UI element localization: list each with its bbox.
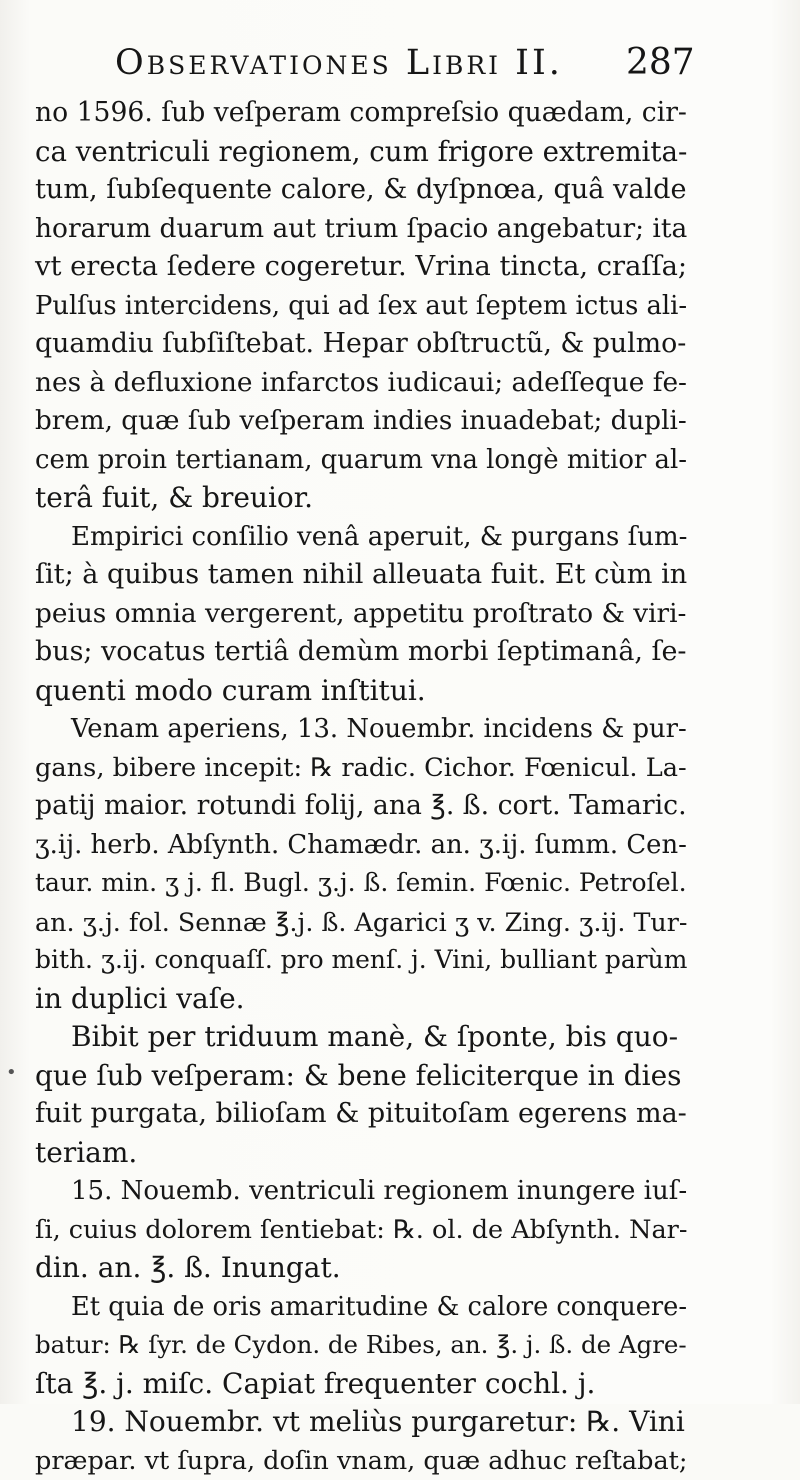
- text-line: præpar. vt ſupra, doſin vnam, quæ adhuc reſtabat;: [35, 1442, 687, 1480]
- page-number: 287: [626, 38, 695, 88]
- text-line: no 1596. ſub veſperam compreſsio quædam, cir-: [35, 94, 687, 133]
- text-line: taur. min. ʒ j. fl. Bugl. ʒ.j. ß. ſemin. Fœnic. Petroſel.: [35, 864, 687, 903]
- text-line: Pulſus intercidens, qui ad ſex aut ſeptem ictus ali-: [35, 287, 687, 326]
- text-line: bus; vocatus tertiâ demùm morbi ſeptimanâ, ſe-: [35, 633, 687, 672]
- paragraph-start-line: Et quia de oris amaritudine & calore conquere-: [35, 1288, 687, 1327]
- text-line: bith. ʒ.ij. conquaſſ. pro menſ. j. Vini, bulliant parùm: [35, 941, 687, 980]
- text-line: quamdiu ſubſiſtebat. Hepar obſtructũ, & pulmo-: [35, 325, 687, 364]
- text-line: terâ fuit, & breuior.: [35, 479, 687, 518]
- text-line: din. an. ℥. ß. Inungat.: [35, 1249, 687, 1288]
- margin-dot-mark: •: [6, 1062, 17, 1083]
- text-line: cem proin tertianam, quarum vna longè mitior al-: [35, 441, 687, 480]
- body-text: [35, 94, 687, 1480]
- text-line: teriam.: [35, 1134, 687, 1173]
- text-line: ſta ℥. j. miſc. Capiat frequenter cochl. j.: [35, 1365, 687, 1404]
- text-line: ca ventriculi regionem, cum frigore extremita-: [35, 133, 687, 172]
- text-line: ſit; à quibus tamen nihil alleuata fuit. Et cùm in: [35, 556, 687, 595]
- text-line: quenti modo curam inſtitui.: [35, 672, 687, 711]
- paragraph-start-line: Bibit per triduum manè, & ſponte, bis quo-: [35, 1018, 687, 1057]
- page-header: [0, 38, 800, 88]
- text-line: ſi, cuius dolorem ſentiebat: ℞. ol. de Abſynth. Nar-: [35, 1211, 687, 1250]
- paragraph-start-line: Empirici conſilio venâ aperuit, & purgans ſum-: [35, 518, 687, 557]
- paragraph-start-line: Venam aperiens, 13. Nouembr. incidens & pur-: [35, 710, 687, 749]
- text-line: vt erecta ſedere cogeretur. Vrina tincta, craſſa;: [35, 248, 687, 287]
- text-line: tum, ſubſequente calore, & dyſpnœa, quâ valde: [35, 171, 687, 210]
- text-line: in duplici vaſe.: [35, 980, 687, 1019]
- running-title: Observationes Libri II.: [115, 38, 563, 88]
- text-line: an. ʒ.j. fol. Sennæ ℥.j. ß. Agarici ʒ v. Zing. ʒ.ij. Tur-: [35, 903, 687, 942]
- paragraph-start-line: 15. Nouemb. ventriculi regionem inungere iuſ-: [35, 1172, 687, 1211]
- text-line: patij maior. rotundi folij, ana ℥. ß. cort. Tamaric.: [35, 787, 687, 826]
- text-line: nes à defluxione infarctos iudicaui; adeſſeque fe-: [35, 364, 687, 403]
- text-line: ʒ.ij. herb. Abſynth. Chamædr. an. ʒ.ij. ſumm. Cen-: [35, 826, 687, 865]
- text-line: brem, quæ ſub veſperam indies inuadebat; dupli-: [35, 402, 687, 441]
- paragraph-start-line: 19. Nouembr. vt meliùs purgaretur: ℞. Vini: [35, 1403, 687, 1442]
- text-line: batur: ℞ ſyr. de Cydon. de Ribes, an. ℥. j. ß. de Agre-: [35, 1326, 687, 1365]
- text-line: gans, bibere incepit: ℞ radic. Cichor. Fœnicul. La-: [35, 749, 687, 788]
- text-line: horarum duarum aut trium ſpacio angebatur; ita: [35, 210, 687, 249]
- text-line: fuit purgata, bilioſam & pituitoſam egerens ma-: [35, 1095, 687, 1134]
- text-line: que ſub veſperam: & bene feliciterque in dies: [35, 1057, 687, 1096]
- text-line: peius omnia vergerent, appetitu proſtrato & viri-: [35, 595, 687, 634]
